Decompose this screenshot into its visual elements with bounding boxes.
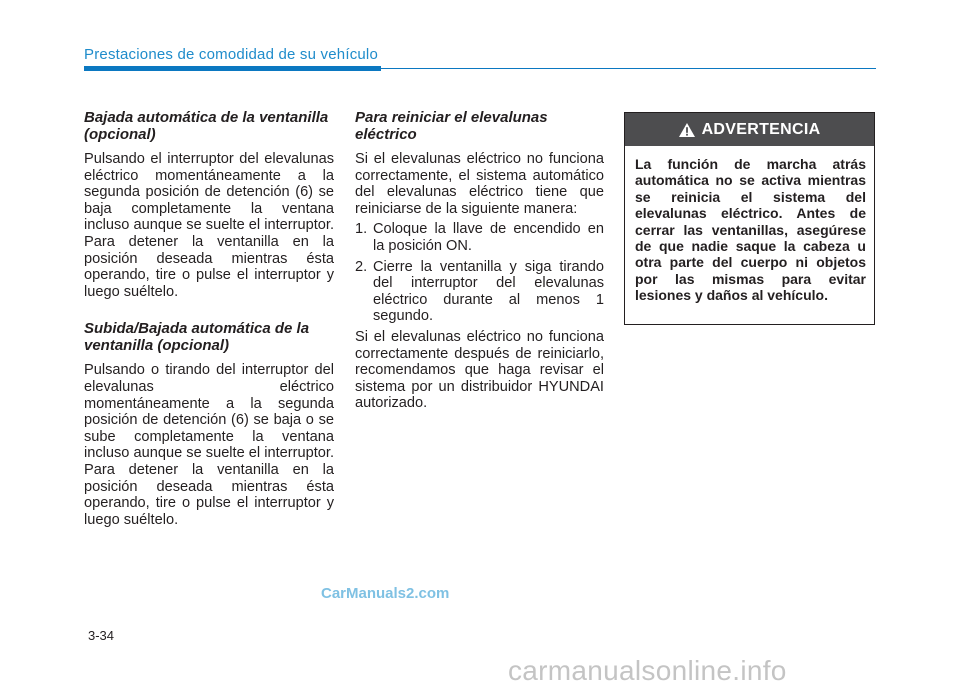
warning-header — [625, 113, 874, 146]
auto-down-title: Bajada automática de la ventanilla (opcional) — [84, 109, 329, 143]
step-number: 1. — [355, 221, 368, 238]
header-rule-thin — [381, 68, 876, 69]
warning-label: ADVERTENCIA — [701, 120, 821, 138]
warning-box — [624, 112, 875, 325]
step-text: Coloque la llave de encendido en la posición ON. — [373, 221, 604, 254]
watermark-top: CarManuals2.com — [321, 585, 450, 602]
page-number: 3-34 — [88, 628, 115, 643]
warning-triangle-icon — [679, 123, 695, 137]
reset-title: Para reiniciar el elevalunas eléctrico — [355, 109, 548, 143]
column-left — [84, 109, 334, 528]
column-middle — [355, 109, 604, 412]
list-item — [355, 221, 604, 254]
auto-up-down-body: Pulsando o tirando del interruptor del elevalunas eléctrico momentáneamente a la segunda posición de detención (6) se baja o se sube completamente la ventana incluso aunque se suelte el interruptor. Para detener la ventanilla en la posición deseada mientras ésta operando, tire o pulse el interruptor y luego suéltelo. — [84, 362, 334, 528]
watermark-bottom: carmanualsonline.info — [508, 655, 787, 686]
section-header-title: Prestaciones de comodidad de su vehículo — [84, 46, 379, 63]
auto-up-down-title: Subida/Bajada automática de la ventanilla (opcional) — [84, 320, 310, 355]
reset-steps-list — [355, 221, 604, 325]
list-item — [355, 259, 604, 325]
reset-outro: Si el elevalunas eléctrico no funciona correctamente después de reiniciarlo, recomendamos que haga revisar el sistema por un distribuidor HYUNDAI autorizado. — [355, 328, 604, 412]
spacer — [84, 300, 334, 320]
step-text: Cierre la ventanilla y siga tirando del interruptor del elevalunas eléctrico durante al menos 1 segundo. — [373, 258, 604, 325]
auto-down-body: Pulsando el interruptor del elevalunas eléctrico momentáneamente a la segunda posición de detención (6) se baja completamente la ventana incluso aunque se suelte el interruptor. Para detener la ventanilla en la posición deseada mientras ésta operando, tire o pulse el interruptor y luego suéltelo. — [84, 151, 334, 300]
step-number: 2. — [355, 258, 368, 275]
reset-intro: Si el elevalunas eléctrico no funciona correctamente, el sistema automático del elevalunas eléctrico tiene que reiniciarse de la siguiente manera: — [355, 151, 604, 217]
warning-text: La función de marcha atrás automática no se activa mientras se reinicia el sistema del elevalunas eléctrico. Antes de cerrar las ventanillas, asegúrese de que nadie saque la cabeza u otra parte del cuerpo ni objetos por las mismas para evitar lesiones y daños al vehículo. — [635, 156, 866, 304]
header-rule-thick — [84, 66, 381, 71]
